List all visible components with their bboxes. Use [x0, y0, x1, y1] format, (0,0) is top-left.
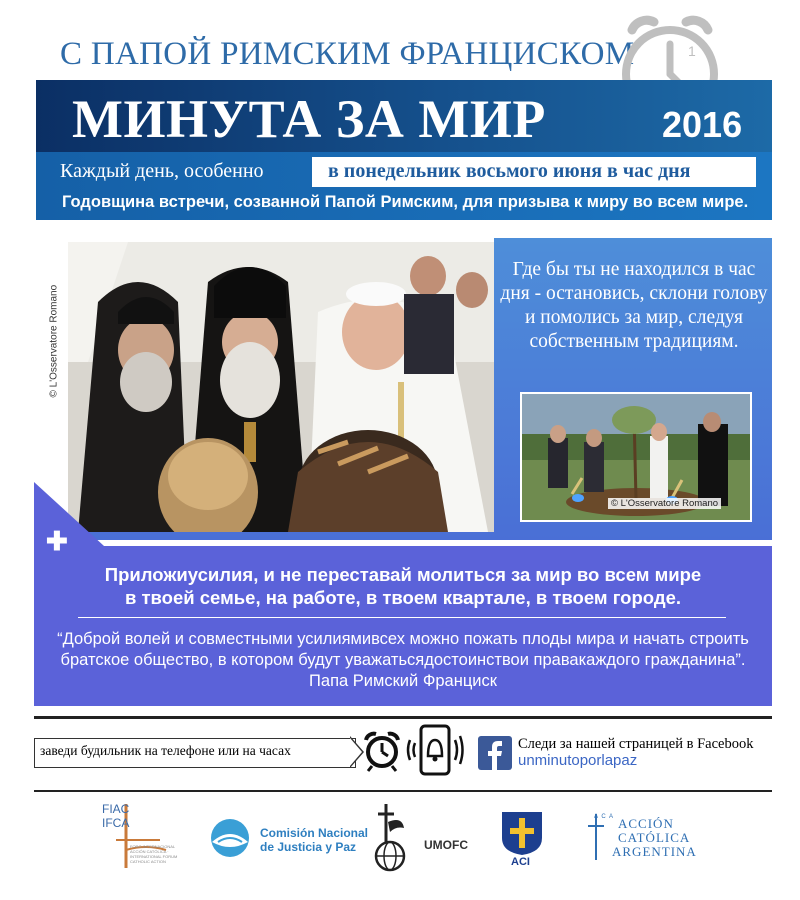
- header-subtitle: С ПАПОЙ РИМСКИМ ФРАНЦИСКОМ: [60, 36, 635, 72]
- purple-corner: [34, 482, 104, 546]
- date-text: в понедельник восьмого июня в час дня: [328, 160, 691, 182]
- footer-divider-top: [34, 716, 772, 719]
- umofc-emblem-icon: [368, 802, 420, 872]
- cnjp-emblem-icon: [204, 818, 256, 858]
- cnjp-line-1: Comisión Nacional: [260, 826, 369, 840]
- photo-credit-text: L'Osservatore Romano: [48, 284, 60, 388]
- fiac-logo: [96, 800, 186, 870]
- fiac-sub-text: FORO INTERNACIONAL ACCIÓN CATÓLICA · INTERNATIONAL FORUM CATHOLIC ACTION: [130, 844, 178, 864]
- phone-bell-icon: [404, 724, 466, 776]
- effort-line-2: в твоей семье, на работе, в твоем квартале, в твоем городе.: [124, 587, 682, 608]
- page-title: МИНУТА ЗА МИР: [72, 89, 546, 149]
- alarm-banner-arrow-inner: [350, 738, 362, 766]
- aci-emblem-icon: [500, 810, 544, 856]
- pope-quote: “Доброй волей и совместными усилиямивсех можно пожать плоды мира и начать строить братское общество, в котором будут уважатьсядостоинствои правакаждого гражданина”. Папа Римский Франциск: [57, 630, 749, 690]
- aci-text: ACI: [511, 856, 530, 868]
- photo-credit-vertical: © L'Osservatore Romano: [48, 284, 60, 398]
- alarm-text: заведи будильник на телефоне или на часах: [40, 743, 291, 758]
- footer-divider-bottom: [34, 790, 772, 792]
- year-label: 2016: [662, 104, 743, 145]
- clock-icon: [362, 728, 402, 772]
- facebook-icon[interactable]: [478, 736, 512, 770]
- facebook-follow-text: Следи за нашей страницей в Facebook: [518, 736, 754, 752]
- cnjp-line-2: de Justicia y Paz: [260, 840, 357, 854]
- daily-text: Каждый день, особенно: [60, 160, 264, 182]
- main-photo: [68, 242, 494, 532]
- aca-line-3: ARGENTINA: [612, 844, 697, 859]
- small-photo-credit-text: L'Osservatore Romano: [620, 498, 719, 509]
- plus-icon: ✚: [46, 526, 68, 556]
- aca-line-2: CATÓLICA: [618, 830, 691, 845]
- effort-line-1: Приложиусилия, и не переставай молиться за мир во всем мире: [104, 564, 702, 585]
- pray-instruction-text: Где бы ты не находился в час дня - остановись, склони голову и помолись за мир, следуя собственным традициям.: [500, 259, 768, 352]
- umofc-text: UMOFC: [424, 838, 468, 852]
- fiac-bottom-text: IFCA: [102, 816, 130, 830]
- svg-text:1: 1: [688, 43, 696, 59]
- aca-line-1: ACCIÓN: [618, 816, 674, 831]
- small-photo-credit: © L'Osservatore Romano: [608, 498, 721, 509]
- facebook-handle-link[interactable]: unminutoporlapaz: [518, 752, 638, 769]
- effort-divider: [78, 617, 726, 618]
- anniversary-text: Годовщина встречи, созванной Папой Римским, для призыва к миру во всем мире.: [62, 193, 749, 211]
- aca-small-text: A C A: [594, 814, 615, 820]
- fiac-top-text: FIAC: [102, 802, 130, 816]
